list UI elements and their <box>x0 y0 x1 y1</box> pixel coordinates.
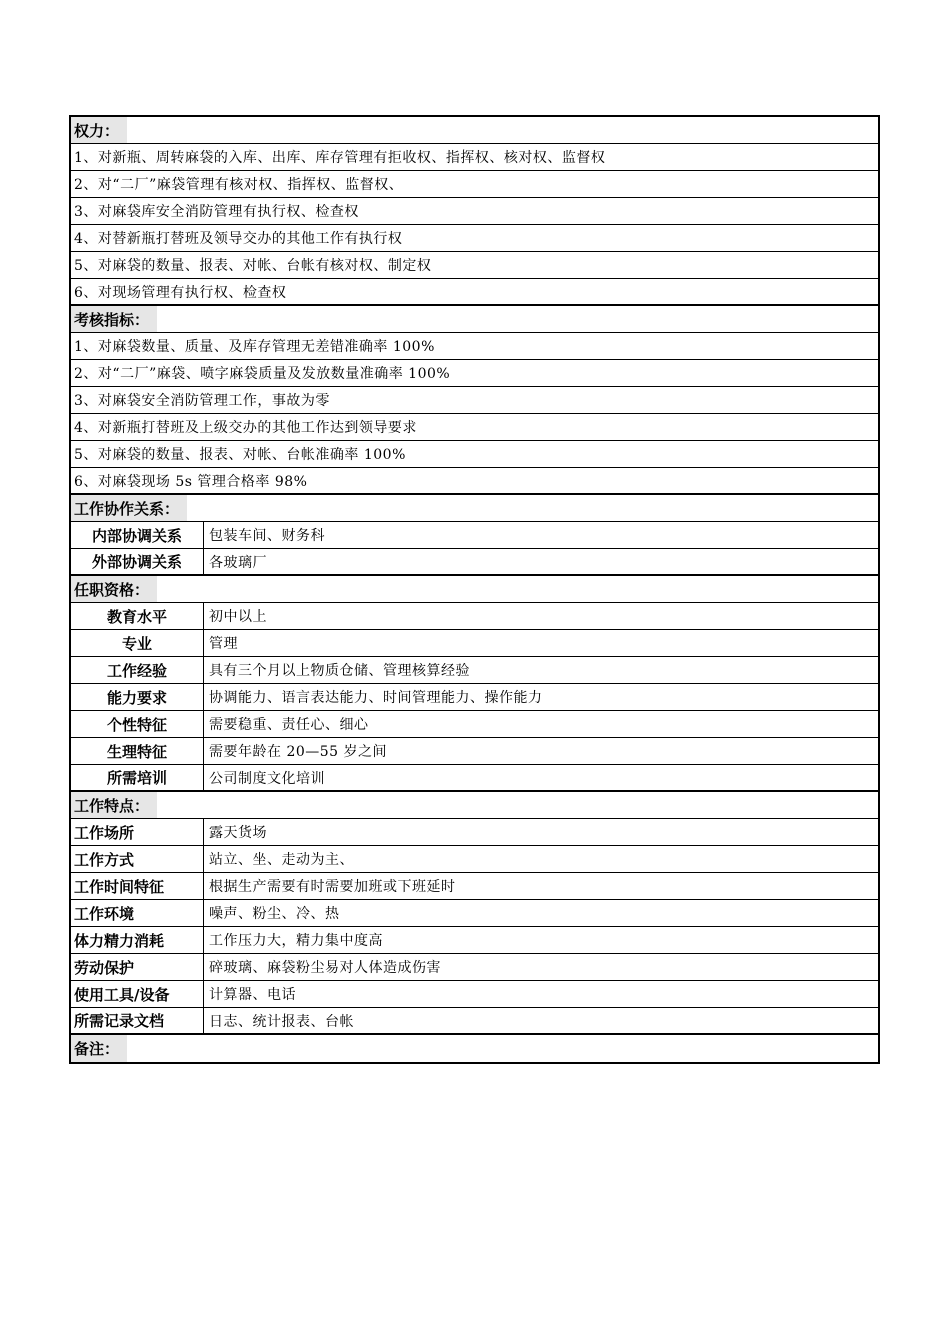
section-title: 工作特点： <box>71 792 157 818</box>
row-label: 工作环境 <box>71 900 204 926</box>
characteristic-row <box>71 819 878 846</box>
row-label: 工作经验 <box>71 657 204 683</box>
kpi-item: 1、对麻袋数量、质量、及库存管理无差错准确率 100% <box>71 333 878 360</box>
row-value: 具有三个月以上物质仓储、管理核算经验 <box>209 663 470 679</box>
authority-item: 1、对新瓶、周转麻袋的入库、出库、库存管理有拒收权、指挥权、核对权、监督权 <box>71 144 878 171</box>
section-header-kpi <box>71 306 878 333</box>
row-value: 包装车间、财务科 <box>209 528 325 544</box>
authority-item: 5、对麻袋的数量、报表、对帐、台帐有核对权、制定权 <box>71 252 878 279</box>
characteristic-row <box>71 900 878 927</box>
authority-item: 6、对现场管理有执行权、检查权 <box>71 279 878 306</box>
row-value: 碎玻璃、麻袋粉尘易对人体造成伤害 <box>209 960 441 976</box>
row-value: 初中以上 <box>209 609 267 625</box>
row-value: 露天货场 <box>209 825 267 841</box>
section-header-remarks <box>71 1035 878 1062</box>
section-title: 权力： <box>71 117 127 143</box>
kpi-item: 2、对“二厂”麻袋、喷字麻袋质量及发放数量准确率 100% <box>71 360 878 387</box>
qualification-row <box>71 684 878 711</box>
row-label: 个性特征 <box>71 711 204 737</box>
qualification-row <box>71 630 878 657</box>
row-label: 工作方式 <box>71 846 204 872</box>
row-label: 体力精力消耗 <box>71 927 204 953</box>
qualification-row <box>71 765 878 792</box>
section-header-characteristics <box>71 792 878 819</box>
row-value: 日志、统计报表、台帐 <box>209 1013 354 1030</box>
row-label: 外部协调关系 <box>71 549 204 574</box>
row-value: 计算器、电话 <box>209 987 296 1003</box>
section-title: 任职资格： <box>71 576 157 602</box>
qualification-row <box>71 657 878 684</box>
row-label: 生理特征 <box>71 738 204 764</box>
row-label: 使用工具/设备 <box>71 981 204 1007</box>
row-label: 工作时间特征 <box>71 873 204 899</box>
qualification-row <box>71 711 878 738</box>
section-title: 工作协作关系： <box>71 495 187 521</box>
row-value: 根据生产需要有时需要加班或下班延时 <box>209 879 456 895</box>
row-value: 各玻璃厂 <box>209 554 267 571</box>
row-value: 管理 <box>209 636 238 652</box>
row-value: 需要年龄在 20—55 岁之间 <box>209 744 388 760</box>
kpi-item: 6、对麻袋现场 5s 管理合格率 98% <box>71 468 878 495</box>
row-value: 公司制度文化培训 <box>209 770 325 787</box>
row-value: 工作压力大，精力集中度高 <box>209 933 383 949</box>
row-label: 工作场所 <box>71 819 204 845</box>
collaboration-row <box>71 549 878 576</box>
row-label: 劳动保护 <box>71 954 204 980</box>
section-header-collaboration <box>71 495 878 522</box>
authority-item: 2、对“二厂”麻袋管理有核对权、指挥权、监督权、 <box>71 171 878 198</box>
row-label: 专业 <box>71 630 204 656</box>
authority-item: 3、对麻袋库安全消防管理有执行权、检查权 <box>71 198 878 225</box>
collaboration-row <box>71 522 878 549</box>
section-header-authority <box>71 117 878 144</box>
row-label: 内部协调关系 <box>71 522 204 548</box>
row-value: 站立、坐、走动为主、 <box>209 852 354 868</box>
kpi-item: 4、对新瓶打替班及上级交办的其他工作达到领导要求 <box>71 414 878 441</box>
kpi-item: 3、对麻袋安全消防管理工作，事故为零 <box>71 387 878 414</box>
characteristic-row <box>71 927 878 954</box>
row-label: 所需培训 <box>71 765 204 790</box>
row-value: 噪声、粉尘、冷、热 <box>209 906 340 922</box>
row-label: 能力要求 <box>71 684 204 710</box>
section-title: 备注： <box>71 1035 127 1062</box>
row-value: 需要稳重、责任心、细心 <box>209 717 369 733</box>
qualification-row <box>71 738 878 765</box>
authority-item: 4、对替新瓶打替班及领导交办的其他工作有执行权 <box>71 225 878 252</box>
row-value: 协调能力、语言表达能力、时间管理能力、操作能力 <box>209 690 543 706</box>
row-label: 教育水平 <box>71 603 204 629</box>
characteristic-row <box>71 1008 878 1035</box>
job-description-sheet <box>69 115 880 1064</box>
characteristic-row <box>71 954 878 981</box>
section-header-qualifications <box>71 576 878 603</box>
section-title: 考核指标： <box>71 306 157 332</box>
characteristic-row <box>71 981 878 1008</box>
kpi-item: 5、对麻袋的数量、报表、对帐、台帐准确率 100% <box>71 441 878 468</box>
qualification-row <box>71 603 878 630</box>
characteristic-row <box>71 846 878 873</box>
characteristic-row <box>71 873 878 900</box>
row-label: 所需记录文档 <box>71 1008 204 1033</box>
